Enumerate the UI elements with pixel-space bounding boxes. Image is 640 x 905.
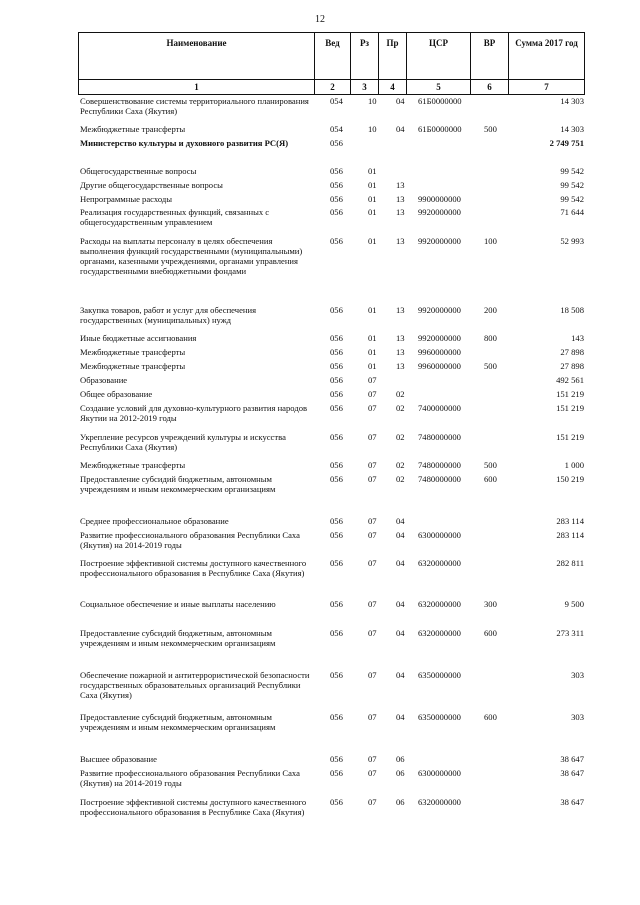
row-ved: 056 (330, 558, 343, 568)
row-name: Совершенствование системы территориального планирования Республики Саха (Якутия) (80, 96, 309, 116)
row-ved: 056 (330, 236, 343, 246)
row-sum: 99 542 (560, 166, 584, 176)
row-pr: 13 (396, 361, 405, 371)
column-header-name: Наименование (79, 33, 315, 80)
row-rz: 07 (368, 768, 377, 778)
row-rz: 10 (368, 124, 377, 134)
row-pr: 04 (396, 599, 405, 609)
row-ved: 056 (330, 712, 343, 722)
row-csr: 7480000000 (418, 432, 461, 442)
row-sum: 303 (571, 712, 584, 722)
row-sum: 151 219 (556, 403, 584, 413)
row-csr: 61Б0000000 (418, 96, 462, 106)
row-rz: 07 (368, 474, 377, 484)
row-sum: 71 644 (560, 207, 584, 217)
row-rz: 01 (368, 333, 377, 343)
column-number: 3 (351, 80, 379, 95)
column-header-rz: Рз (351, 33, 379, 80)
row-csr: 6320000000 (418, 628, 461, 638)
row-csr: 6350000000 (418, 670, 461, 680)
row-ved: 054 (330, 124, 343, 134)
row-ved: 056 (330, 166, 343, 176)
row-rz: 01 (368, 347, 377, 357)
row-name: Предоставление субсидий бюджетным, автономным учреждениям и иным некоммерческим организациям (80, 628, 276, 648)
row-ved: 056 (330, 628, 343, 638)
row-rz: 01 (368, 166, 377, 176)
row-name: Укрепление ресурсов учреждений культуры и искусства Республики Саха (Якутия) (80, 432, 286, 452)
row-name: Обеспечение пожарной и антитеррористической безопасности государственных образовательных организаций Республики Саха (Якутия) (80, 670, 310, 700)
row-sum: 282 811 (556, 558, 584, 568)
row-pr: 13 (396, 347, 405, 357)
row-name: Социальное обеспечение и иные выплаты населению (80, 599, 276, 609)
row-vr: 500 (484, 124, 497, 134)
row-sum: 14 303 (560, 124, 584, 134)
row-vr: 200 (484, 305, 497, 315)
row-rz: 01 (368, 361, 377, 371)
row-rz: 07 (368, 460, 377, 470)
row-name: Межбюджетные трансферты (80, 124, 186, 134)
row-pr: 06 (396, 754, 405, 764)
row-rz: 07 (368, 670, 377, 680)
row-rz: 07 (368, 389, 377, 399)
row-ved: 056 (330, 389, 343, 399)
row-sum: 151 219 (556, 432, 584, 442)
row-ved: 054 (330, 96, 343, 106)
row-csr: 6300000000 (418, 530, 461, 540)
row-vr: 500 (484, 460, 497, 470)
row-ved: 056 (330, 754, 343, 764)
row-vr: 300 (484, 599, 497, 609)
row-ved: 056 (330, 138, 343, 148)
row-sum: 303 (571, 670, 584, 680)
row-rz: 07 (368, 797, 377, 807)
row-rz: 01 (368, 194, 377, 204)
row-name: Межбюджетные трансферты (80, 361, 186, 371)
row-pr: 04 (396, 670, 405, 680)
row-name: Общее образование (80, 389, 153, 399)
row-csr: 9920000000 (418, 207, 461, 217)
row-csr: 61Б0000000 (418, 124, 462, 134)
row-sum: 1 000 (564, 460, 584, 470)
row-pr: 02 (396, 389, 405, 399)
row-ved: 056 (330, 194, 343, 204)
row-name: Среднее профессиональное образование (80, 516, 229, 526)
page-number: 12 (315, 14, 325, 25)
row-csr: 7480000000 (418, 460, 461, 470)
row-rz: 07 (368, 599, 377, 609)
row-rz: 07 (368, 558, 377, 568)
row-sum: 14 303 (560, 96, 584, 106)
column-header-pr: Пр (379, 33, 407, 80)
row-name: Создание условий для духовно-культурного развития народов Якутии на 2012-2019 годы (80, 403, 308, 423)
row-rz: 07 (368, 628, 377, 638)
row-pr: 13 (396, 194, 405, 204)
row-ved: 056 (330, 375, 343, 385)
row-rz: 07 (368, 712, 377, 722)
row-pr: 13 (396, 333, 405, 343)
row-sum: 18 508 (560, 305, 584, 315)
column-header-vr: ВР (471, 33, 509, 80)
row-sum: 52 993 (560, 236, 584, 246)
row-csr: 9920000000 (418, 333, 461, 343)
row-name: Построение эффективной системы доступного качественного профессионального образования в Республике Саха (Якутия) (80, 797, 307, 817)
row-ved: 056 (330, 432, 343, 442)
row-ved: 056 (330, 516, 343, 526)
row-csr: 6320000000 (418, 797, 461, 807)
row-pr: 02 (396, 474, 405, 484)
row-rz: 01 (368, 305, 377, 315)
row-pr: 13 (396, 180, 405, 190)
row-sum: 273 311 (556, 628, 584, 638)
column-header-csr: ЦСР (407, 33, 471, 80)
row-rz: 07 (368, 516, 377, 526)
row-rz: 01 (368, 180, 377, 190)
row-name: Образование (80, 375, 128, 385)
row-ved: 056 (330, 768, 343, 778)
row-sum: 38 647 (560, 797, 584, 807)
row-pr: 04 (396, 124, 405, 134)
row-pr: 04 (396, 628, 405, 638)
row-sum: 99 542 (560, 194, 584, 204)
row-csr: 6300000000 (418, 768, 461, 778)
column-header-ved: Вед (315, 33, 351, 80)
row-rz: 10 (368, 96, 377, 106)
row-vr: 100 (484, 236, 497, 246)
row-ved: 056 (330, 180, 343, 190)
row-csr: 7400000000 (418, 403, 461, 413)
column-number: 7 (509, 80, 585, 95)
row-csr: 9900000000 (418, 194, 461, 204)
row-rz: 07 (368, 375, 377, 385)
row-sum: 283 114 (556, 530, 584, 540)
row-sum: 151 219 (556, 389, 584, 399)
row-csr: 9960000000 (418, 361, 461, 371)
row-name: Иные бюджетные ассигнования (80, 333, 197, 343)
row-name: Межбюджетные трансферты (80, 460, 186, 470)
row-name: Другие общегосударственные вопросы (80, 180, 223, 190)
row-rz: 01 (368, 207, 377, 217)
row-sum: 27 898 (560, 361, 584, 371)
row-name: Общегосударственные вопросы (80, 166, 197, 176)
row-pr: 04 (396, 96, 405, 106)
row-name: Межбюджетные трансферты (80, 347, 186, 357)
row-name: Расходы на выплаты персоналу в целях обеспечения выполнения функций государственными (муниципальными) органами, казенными учреждениями, органами управления государственными внебюджетными фондами (80, 236, 303, 276)
row-csr: 9920000000 (418, 305, 461, 315)
row-name: Развитие профессионального образования Республики Саха (Якутия) на 2014-2019 годы (80, 768, 300, 788)
row-csr: 9960000000 (418, 347, 461, 357)
row-ved: 056 (330, 460, 343, 470)
row-ved: 056 (330, 797, 343, 807)
row-sum: 150 219 (556, 474, 584, 484)
row-csr: 9920000000 (418, 236, 461, 246)
row-pr: 06 (396, 797, 405, 807)
row-vr: 500 (484, 361, 497, 371)
row-sum: 99 542 (560, 180, 584, 190)
row-rz: 07 (368, 403, 377, 413)
row-vr: 600 (484, 712, 497, 722)
row-ved: 056 (330, 347, 343, 357)
row-pr: 06 (396, 768, 405, 778)
row-pr: 04 (396, 516, 405, 526)
row-ved: 056 (330, 333, 343, 343)
column-header-sum: Сумма 2017 год (509, 33, 585, 80)
column-number: 2 (315, 80, 351, 95)
row-sum: 38 647 (560, 768, 584, 778)
row-csr: 6350000000 (418, 712, 461, 722)
row-pr: 13 (396, 236, 405, 246)
row-rz: 07 (368, 754, 377, 764)
row-name: Предоставление субсидий бюджетным, автономным учреждениям и иным некоммерческим организациям (80, 474, 276, 494)
row-vr: 800 (484, 333, 497, 343)
row-pr: 13 (396, 305, 405, 315)
row-sum: 143 (571, 333, 584, 343)
row-sum: 283 114 (556, 516, 584, 526)
row-pr: 02 (396, 403, 405, 413)
row-name: Закупка товаров, работ и услуг для обеспечения государственных (муниципальных) нужд (80, 305, 257, 325)
row-csr: 6320000000 (418, 599, 461, 609)
row-pr: 04 (396, 530, 405, 540)
row-name: Высшее образование (80, 754, 157, 764)
row-sum: 492 561 (556, 375, 584, 385)
row-pr: 02 (396, 460, 405, 470)
row-rz: 07 (368, 530, 377, 540)
row-name: Реализация государственных функций, связанных с общегосударственным управлением (80, 207, 270, 227)
row-sum: 27 898 (560, 347, 584, 357)
row-pr: 04 (396, 558, 405, 568)
row-name: Министерство культуры и духовного развития РС(Я) (80, 138, 289, 148)
row-ved: 056 (330, 474, 343, 484)
row-sum: 38 647 (560, 754, 584, 764)
row-ved: 056 (330, 403, 343, 413)
row-sum: 9 500 (564, 599, 584, 609)
row-name: Непрограммные расходы (80, 194, 173, 204)
row-vr: 600 (484, 628, 497, 638)
row-ved: 056 (330, 305, 343, 315)
row-name: Предоставление субсидий бюджетным, автономным учреждениям и иным некоммерческим организациям (80, 712, 276, 732)
column-number: 5 (407, 80, 471, 95)
row-ved: 056 (330, 530, 343, 540)
row-ved: 056 (330, 207, 343, 217)
row-ved: 056 (330, 599, 343, 609)
row-name: Развитие профессионального образования Республики Саха (Якутия) на 2014-2019 годы (80, 530, 300, 550)
row-csr: 6320000000 (418, 558, 461, 568)
column-number: 4 (379, 80, 407, 95)
column-number: 6 (471, 80, 509, 95)
row-pr: 04 (396, 712, 405, 722)
row-ved: 056 (330, 670, 343, 680)
column-number: 1 (79, 80, 315, 95)
row-pr: 13 (396, 207, 405, 217)
row-pr: 02 (396, 432, 405, 442)
row-rz: 07 (368, 432, 377, 442)
row-vr: 600 (484, 474, 497, 484)
row-ved: 056 (330, 361, 343, 371)
row-sum: 2 749 751 (549, 138, 584, 148)
row-rz: 01 (368, 236, 377, 246)
row-name: Построение эффективной системы доступного качественного профессионального образования в Республике Саха (Якутия) (80, 558, 307, 578)
row-csr: 7480000000 (418, 474, 461, 484)
